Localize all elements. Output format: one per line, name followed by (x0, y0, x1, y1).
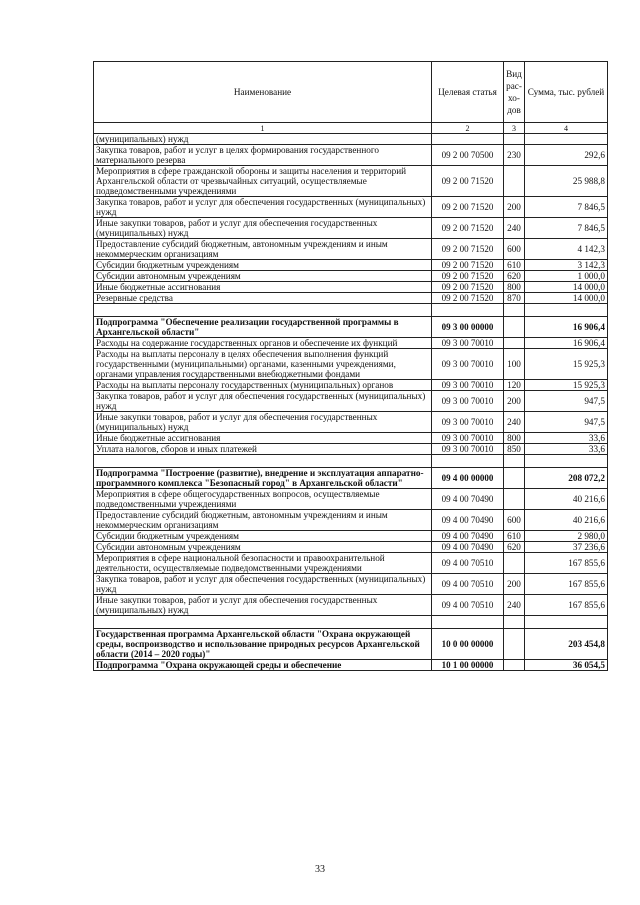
row-sum: 36 054,5 (525, 660, 608, 671)
row-expense-type (504, 317, 525, 338)
row-target-article: 09 2 00 71520 (432, 197, 504, 218)
row-sum (525, 134, 608, 145)
table-row (94, 433, 608, 444)
table-row (94, 166, 608, 197)
table-row (94, 542, 608, 553)
row-name: Мероприятия в сфере гражданской обороны и защиты населения и территорий Архангельской области от чрезвычайных ситуаций, осуществляемые подведомственными учреждениями (94, 166, 432, 197)
table-row (94, 595, 608, 616)
row-expense-type: 600 (504, 510, 525, 531)
row-sum: 292,6 (525, 145, 608, 166)
row-expense-type: 200 (504, 197, 525, 218)
row-target-article: 09 2 00 71520 (432, 260, 504, 271)
row-target-article: 09 4 00 70490 (432, 542, 504, 553)
row-name: Иные закупки товаров, работ и услуг для обеспечения государственных (муниципальных) нужд (94, 595, 432, 616)
row-expense-type (504, 660, 525, 671)
row-sum: 7 846,5 (525, 197, 608, 218)
spacer-cell (504, 455, 525, 468)
table-row (94, 489, 608, 510)
table-row (94, 391, 608, 412)
row-sum: 15 925,3 (525, 349, 608, 380)
row-name: Расходы на выплаты персоналу государственных (муниципальных) органов (94, 380, 432, 391)
row-target-article: 09 2 00 71520 (432, 293, 504, 304)
spacer-cell (504, 304, 525, 317)
row-name: Расходы на содержание государственных органов и обеспечение их функций (94, 338, 432, 349)
row-target-article: 09 2 00 71520 (432, 239, 504, 260)
row-sum: 1 000,0 (525, 271, 608, 282)
row-expense-type (504, 468, 525, 489)
row-target-article: 09 4 00 70510 (432, 553, 504, 574)
row-expense-type: 610 (504, 260, 525, 271)
row-sum: 2 980,0 (525, 531, 608, 542)
spacer-cell (525, 616, 608, 629)
spacer-cell (94, 616, 432, 629)
program-row (94, 629, 608, 660)
budget-table (93, 61, 608, 671)
row-target-article: 09 3 00 70010 (432, 433, 504, 444)
row-expense-type: 800 (504, 282, 525, 293)
row-target-article: 09 2 00 71520 (432, 282, 504, 293)
row-name: Закупка товаров, работ и услуг для обеспечения государственных (муниципальных) нужд (94, 574, 432, 595)
header-sum: Сумма, тыс. рублей (525, 62, 608, 123)
header-target-article: Целевая статья (432, 62, 504, 123)
spacer-cell (432, 304, 504, 317)
row-sum: 208 072,2 (525, 468, 608, 489)
row-name: Субсидии бюджетным учреждениям (94, 260, 432, 271)
page-number: 33 (315, 864, 325, 875)
row-sum: 16 906,4 (525, 338, 608, 349)
row-name: Субсидии бюджетным учреждениям (94, 531, 432, 542)
row-sum: 947,5 (525, 391, 608, 412)
row-sum: 167 855,6 (525, 553, 608, 574)
spacer-cell (432, 455, 504, 468)
header-expense-type: Вид рас- хо- дов (504, 62, 525, 123)
spacer-cell (504, 616, 525, 629)
row-target-article: 09 4 00 70490 (432, 510, 504, 531)
row-target-article: 09 3 00 70010 (432, 412, 504, 433)
table-row (94, 574, 608, 595)
row-name: Субсидии автономным учреждениям (94, 542, 432, 553)
row-target-article: 09 2 00 71520 (432, 271, 504, 282)
row-sum: 167 855,6 (525, 595, 608, 616)
row-sum: 7 846,5 (525, 218, 608, 239)
row-target-article: 09 3 00 00000 (432, 317, 504, 338)
row-sum: 40 216,6 (525, 510, 608, 531)
column-number: 3 (504, 123, 525, 134)
row-name: Уплата налогов, сборов и иных платежей (94, 444, 432, 455)
row-expense-type (504, 134, 525, 145)
row-name: Закупка товаров, работ и услуг для обеспечения государственных (муниципальных) нужд (94, 391, 432, 412)
row-name: Расходы на выплаты персоналу в целях обеспечения выполнения функций государственными (муниципальными) органами, казенными учреждениями, органами управления государственными внебюджетными фондами (94, 349, 432, 380)
row-name: Предоставление субсидий бюджетным, автономным учреждениям и иным некоммерческим организациям (94, 510, 432, 531)
row-sum: 16 906,4 (525, 317, 608, 338)
row-target-article: 09 4 00 70510 (432, 574, 504, 595)
row-sum: 3 142,3 (525, 260, 608, 271)
row-sum: 203 454,8 (525, 629, 608, 660)
spacer-cell (525, 455, 608, 468)
row-expense-type: 240 (504, 595, 525, 616)
table-row (94, 338, 608, 349)
spacer-row (94, 455, 608, 468)
row-expense-type (504, 629, 525, 660)
row-expense-type: 870 (504, 293, 525, 304)
row-name: Предоставление субсидий бюджетным, автономным учреждениям и иным некоммерческим организациям (94, 239, 432, 260)
program-row (94, 660, 608, 671)
row-sum: 15 925,3 (525, 380, 608, 391)
row-name: Государственная программа Архангельской области "Охрана окружающей среды, воспроизводство и использование природных ресурсов Архангельской области (2014 – 2020 годы)" (94, 629, 432, 660)
row-name: Закупка товаров, работ и услуг в целях формирования государственного материального резерва (94, 145, 432, 166)
spacer-cell (525, 304, 608, 317)
row-target-article (432, 134, 504, 145)
spacer-cell (94, 455, 432, 468)
table-row (94, 444, 608, 455)
table-row (94, 218, 608, 239)
table-row (94, 145, 608, 166)
row-sum: 37 236,6 (525, 542, 608, 553)
row-sum: 14 000,0 (525, 293, 608, 304)
row-name: Мероприятия в сфере национальной безопасности и правоохранительной деятельности, осуществляемые подведомственными учреждениями (94, 553, 432, 574)
row-target-article: 09 4 00 00000 (432, 468, 504, 489)
program-row (94, 317, 608, 338)
row-expense-type: 850 (504, 444, 525, 455)
table-row (94, 553, 608, 574)
row-expense-type: 800 (504, 433, 525, 444)
row-expense-type: 230 (504, 145, 525, 166)
row-expense-type (504, 338, 525, 349)
row-sum: 4 142,3 (525, 239, 608, 260)
row-name: (муниципальных) нужд (94, 134, 432, 145)
row-target-article: 09 2 00 70500 (432, 145, 504, 166)
spacer-cell (432, 616, 504, 629)
spacer-row (94, 304, 608, 317)
row-sum: 14 000,0 (525, 282, 608, 293)
header-name: Наименование (94, 62, 432, 123)
row-expense-type: 600 (504, 239, 525, 260)
program-row (94, 468, 608, 489)
column-number: 2 (432, 123, 504, 134)
row-expense-type: 240 (504, 412, 525, 433)
table-row (94, 260, 608, 271)
row-target-article: 09 2 00 71520 (432, 166, 504, 197)
row-expense-type: 120 (504, 380, 525, 391)
row-name: Резервные средства (94, 293, 432, 304)
table-row (94, 134, 608, 145)
table-body (94, 134, 608, 671)
row-target-article: 10 0 00 00000 (432, 629, 504, 660)
table-row (94, 197, 608, 218)
row-name: Подпрограмма "Охрана окружающей среды и обеспечение (94, 660, 432, 671)
row-expense-type (504, 553, 525, 574)
row-target-article: 10 1 00 00000 (432, 660, 504, 671)
row-expense-type (504, 166, 525, 197)
row-name: Иные закупки товаров, работ и услуг для обеспечения государственных (муниципальных) нужд (94, 218, 432, 239)
row-target-article: 09 3 00 70010 (432, 391, 504, 412)
row-expense-type: 620 (504, 271, 525, 282)
table-row (94, 412, 608, 433)
row-sum: 33,6 (525, 444, 608, 455)
column-number: 1 (94, 123, 432, 134)
table-row (94, 349, 608, 380)
row-sum: 33,6 (525, 433, 608, 444)
table-row (94, 293, 608, 304)
row-name: Подпрограмма "Обеспечение реализации государственной программы в Архангельской области" (94, 317, 432, 338)
row-name: Иные бюджетные ассигнования (94, 433, 432, 444)
table-row (94, 271, 608, 282)
header-row (94, 62, 608, 123)
table-row (94, 510, 608, 531)
row-name: Мероприятия в сфере общегосударственных вопросов, осуществляемые подведомственными учреждениями (94, 489, 432, 510)
column-number: 4 (525, 123, 608, 134)
row-expense-type: 610 (504, 531, 525, 542)
row-sum: 40 216,6 (525, 489, 608, 510)
row-expense-type: 100 (504, 349, 525, 380)
table-row (94, 531, 608, 542)
table-row (94, 380, 608, 391)
row-expense-type: 200 (504, 391, 525, 412)
spacer-cell (94, 304, 432, 317)
row-expense-type: 620 (504, 542, 525, 553)
row-target-article: 09 4 00 70490 (432, 531, 504, 542)
column-number-row (94, 123, 608, 134)
row-name: Иные закупки товаров, работ и услуг для обеспечения государственных (муниципальных) нужд (94, 412, 432, 433)
row-target-article: 09 3 00 70010 (432, 380, 504, 391)
table-row (94, 282, 608, 293)
row-name: Субсидии автономным учреждениям (94, 271, 432, 282)
table-row (94, 239, 608, 260)
row-target-article: 09 4 00 70490 (432, 489, 504, 510)
row-name: Иные бюджетные ассигнования (94, 282, 432, 293)
row-expense-type: 200 (504, 574, 525, 595)
row-target-article: 09 3 00 70010 (432, 349, 504, 380)
row-sum: 25 988,8 (525, 166, 608, 197)
row-expense-type (504, 489, 525, 510)
row-sum: 947,5 (525, 412, 608, 433)
row-target-article: 09 4 00 70510 (432, 595, 504, 616)
row-name: Подпрограмма "Построение (развитие), внедрение и эксплуатация аппаратно-программного комплекса "Безопасный город" в Архангельской области" (94, 468, 432, 489)
row-expense-type: 240 (504, 218, 525, 239)
spacer-row (94, 616, 608, 629)
row-sum: 167 855,6 (525, 574, 608, 595)
row-target-article: 09 2 00 71520 (432, 218, 504, 239)
row-name: Закупка товаров, работ и услуг для обеспечения государственных (муниципальных) нужд (94, 197, 432, 218)
row-target-article: 09 3 00 70010 (432, 444, 504, 455)
row-target-article: 09 3 00 70010 (432, 338, 504, 349)
